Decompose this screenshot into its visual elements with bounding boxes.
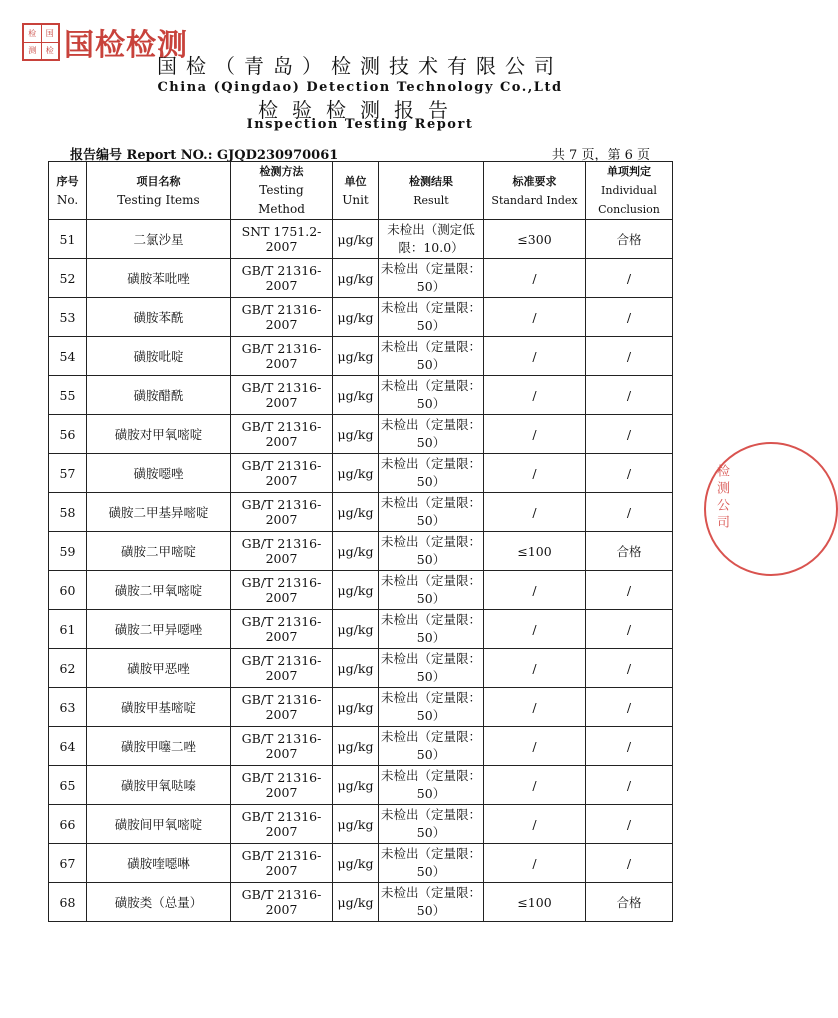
cell-standard: /	[484, 571, 586, 610]
cell-method: GB/T 21316-2007	[231, 532, 333, 571]
cell-method: GB/T 21316-2007	[231, 337, 333, 376]
cell-result: 未检出（定量限： 50）	[379, 688, 484, 727]
cell-item: 磺胺苯吡唑	[87, 259, 231, 298]
cell-unit: μg/kg	[333, 298, 379, 337]
cell-conclusion: /	[586, 493, 673, 532]
cell-item: 磺胺吡啶	[87, 337, 231, 376]
table-row	[49, 415, 673, 454]
cell-item: 磺胺二甲氧嘧啶	[87, 571, 231, 610]
cell-conclusion: 合格	[586, 220, 673, 259]
table-row	[49, 571, 673, 610]
cell-standard: ≤100	[484, 532, 586, 571]
table-row	[49, 844, 673, 883]
cell-standard: ≤100	[484, 883, 586, 922]
cell-item: 磺胺苯酰	[87, 298, 231, 337]
cell-result: 未检出（定量限： 50）	[379, 610, 484, 649]
cell-item: 磺胺噁唑	[87, 454, 231, 493]
cell-result: 未检出（定量限： 50）	[379, 415, 484, 454]
logo-text: 国检检测	[64, 28, 188, 63]
cell-result: 未检出（定量限： 50）	[379, 727, 484, 766]
cell-method: GB/T 21316-2007	[231, 493, 333, 532]
cell-conclusion: /	[586, 454, 673, 493]
table-row	[49, 805, 673, 844]
cell-conclusion: /	[586, 571, 673, 610]
cell-no: 58	[49, 493, 87, 532]
cell-item: 磺胺二甲异噁唑	[87, 610, 231, 649]
cell-no: 64	[49, 727, 87, 766]
table-row	[49, 298, 673, 337]
cell-item: 二氯沙星	[87, 220, 231, 259]
table-row	[49, 766, 673, 805]
official-stamp	[704, 442, 838, 576]
cell-unit: μg/kg	[333, 883, 379, 922]
cell-method: GB/T 21316-2007	[231, 805, 333, 844]
cell-result: 未检出（定量限： 50）	[379, 376, 484, 415]
cell-standard: /	[484, 727, 586, 766]
logo-seal-char: 国	[42, 25, 59, 42]
header-standard: 标准要求 Standard Index	[484, 162, 586, 220]
cell-no: 68	[49, 883, 87, 922]
cell-no: 60	[49, 571, 87, 610]
cell-method: GB/T 21316-2007	[231, 298, 333, 337]
cell-conclusion: 合格	[586, 532, 673, 571]
header-conclusion: 单项判定 Individual Conclusion	[586, 162, 673, 220]
cell-result: 未检出（定量限： 50）	[379, 532, 484, 571]
cell-standard: /	[484, 298, 586, 337]
cell-standard: /	[484, 649, 586, 688]
table-row	[49, 649, 673, 688]
report-title-en: Inspection Testing Report	[246, 117, 474, 132]
table-row	[49, 610, 673, 649]
cell-item: 磺胺类（总量）	[87, 883, 231, 922]
cell-conclusion: /	[586, 376, 673, 415]
cell-method: GB/T 21316-2007	[231, 454, 333, 493]
table-row	[49, 883, 673, 922]
cell-result: 未检出（定量限： 50）	[379, 298, 484, 337]
cell-item: 磺胺对甲氧嘧啶	[87, 415, 231, 454]
cell-result: 未检出（测定低 限：10.0）	[379, 220, 484, 259]
cell-item: 磺胺间甲氧嘧啶	[87, 805, 231, 844]
table-row	[49, 688, 673, 727]
cell-no: 62	[49, 649, 87, 688]
cell-method: GB/T 21316-2007	[231, 649, 333, 688]
cell-conclusion: /	[586, 610, 673, 649]
cell-method: GB/T 21316-2007	[231, 688, 333, 727]
cell-unit: μg/kg	[333, 220, 379, 259]
cell-standard: /	[484, 376, 586, 415]
cell-result: 未检出（定量限： 50）	[379, 766, 484, 805]
cell-standard: /	[484, 259, 586, 298]
cell-item: 磺胺甲噻二唑	[87, 727, 231, 766]
cell-unit: μg/kg	[333, 454, 379, 493]
cell-standard: /	[484, 415, 586, 454]
table-row	[49, 493, 673, 532]
table-row	[49, 337, 673, 376]
report-number-label: 报告编号 Report NO.:	[70, 148, 213, 163]
cell-no: 65	[49, 766, 87, 805]
cell-unit: μg/kg	[333, 805, 379, 844]
cell-item: 磺胺甲恶唑	[87, 649, 231, 688]
cell-unit: μg/kg	[333, 727, 379, 766]
table-row	[49, 220, 673, 259]
cell-unit: μg/kg	[333, 610, 379, 649]
cell-no: 57	[49, 454, 87, 493]
cell-no: 61	[49, 610, 87, 649]
cell-method: GB/T 21316-2007	[231, 415, 333, 454]
cell-result: 未检出（定量限： 50）	[379, 259, 484, 298]
header-no: 序号 No.	[49, 162, 87, 220]
cell-method: GB/T 21316-2007	[231, 376, 333, 415]
stamp-text: 检测公司	[714, 464, 729, 532]
header-result: 检测结果 Result	[379, 162, 484, 220]
page-info: 共 7 页，第 6 页	[551, 148, 650, 163]
cell-result: 未检出（定量限： 50）	[379, 805, 484, 844]
cell-result: 未检出（定量限： 50）	[379, 844, 484, 883]
cell-unit: μg/kg	[333, 337, 379, 376]
cell-result: 未检出（定量限： 50）	[379, 883, 484, 922]
cell-result: 未检出（定量限： 50）	[379, 493, 484, 532]
cell-conclusion: /	[586, 727, 673, 766]
cell-unit: μg/kg	[333, 844, 379, 883]
cell-no: 67	[49, 844, 87, 883]
results-table	[48, 161, 673, 922]
cell-method: GB/T 21316-2007	[231, 610, 333, 649]
logo-seal-char: 测	[24, 43, 41, 60]
header-item: 项目名称 Testing Items	[87, 162, 231, 220]
cell-item: 磺胺喹噁啉	[87, 844, 231, 883]
cell-standard: /	[484, 610, 586, 649]
cell-standard: /	[484, 454, 586, 493]
cell-item: 磺胺二甲嘧啶	[87, 532, 231, 571]
cell-unit: μg/kg	[333, 766, 379, 805]
cell-no: 59	[49, 532, 87, 571]
cell-conclusion: /	[586, 337, 673, 376]
cell-method: GB/T 21316-2007	[231, 571, 333, 610]
cell-item: 磺胺甲氧哒嗪	[87, 766, 231, 805]
cell-standard: /	[484, 805, 586, 844]
table-row	[49, 532, 673, 571]
cell-result: 未检出（定量限： 50）	[379, 649, 484, 688]
header-unit: 单位 Unit	[333, 162, 379, 220]
report-title-cn: 检验检测报告	[258, 98, 462, 122]
table-body	[49, 220, 673, 922]
cell-unit: μg/kg	[333, 649, 379, 688]
cell-conclusion: /	[586, 766, 673, 805]
cell-result: 未检出（定量限： 50）	[379, 454, 484, 493]
cell-unit: μg/kg	[333, 532, 379, 571]
cell-result: 未检出（定量限： 50）	[379, 337, 484, 376]
cell-method: GB/T 21316-2007	[231, 766, 333, 805]
cell-no: 56	[49, 415, 87, 454]
cell-method: GB/T 21316-2007	[231, 883, 333, 922]
cell-unit: μg/kg	[333, 688, 379, 727]
cell-item: 磺胺醋酰	[87, 376, 231, 415]
table-header-row	[49, 162, 673, 220]
report-number-value: GJQD230970061	[217, 148, 339, 163]
cell-unit: μg/kg	[333, 259, 379, 298]
cell-unit: μg/kg	[333, 415, 379, 454]
company-name-cn: 国检（青岛）检测技术有限公司	[157, 54, 563, 78]
cell-conclusion: /	[586, 298, 673, 337]
cell-no: 66	[49, 805, 87, 844]
cell-standard: /	[484, 766, 586, 805]
cell-no: 63	[49, 688, 87, 727]
cell-item: 磺胺二甲基异嘧啶	[87, 493, 231, 532]
cell-standard: ≤300	[484, 220, 586, 259]
cell-unit: μg/kg	[333, 493, 379, 532]
cell-item: 磺胺甲基嘧啶	[87, 688, 231, 727]
cell-no: 54	[49, 337, 87, 376]
cell-unit: μg/kg	[333, 376, 379, 415]
cell-conclusion: 合格	[586, 883, 673, 922]
cell-no: 53	[49, 298, 87, 337]
cell-method: SNT 1751.2-2007	[231, 220, 333, 259]
cell-conclusion: /	[586, 649, 673, 688]
cell-unit: μg/kg	[333, 571, 379, 610]
cell-method: GB/T 21316-2007	[231, 844, 333, 883]
cell-standard: /	[484, 493, 586, 532]
cell-no: 51	[49, 220, 87, 259]
cell-no: 52	[49, 259, 87, 298]
cell-conclusion: /	[586, 415, 673, 454]
cell-no: 55	[49, 376, 87, 415]
cell-standard: /	[484, 688, 586, 727]
cell-conclusion: /	[586, 688, 673, 727]
cell-conclusion: /	[586, 259, 673, 298]
table-row	[49, 454, 673, 493]
company-name-en: China (Qingdao) Detection Technology Co.,Ltd	[157, 80, 563, 95]
table-row	[49, 727, 673, 766]
cell-conclusion: /	[586, 844, 673, 883]
header-method: 检测方法 Testing Method	[231, 162, 333, 220]
cell-standard: /	[484, 337, 586, 376]
cell-method: GB/T 21316-2007	[231, 727, 333, 766]
cell-method: GB/T 21316-2007	[231, 259, 333, 298]
cell-conclusion: /	[586, 805, 673, 844]
logo-seal-char: 检	[24, 25, 41, 42]
table-row	[49, 376, 673, 415]
logo-seal-char: 检	[42, 43, 59, 60]
table-row	[49, 259, 673, 298]
cell-result: 未检出（定量限： 50）	[379, 571, 484, 610]
cell-standard: /	[484, 844, 586, 883]
